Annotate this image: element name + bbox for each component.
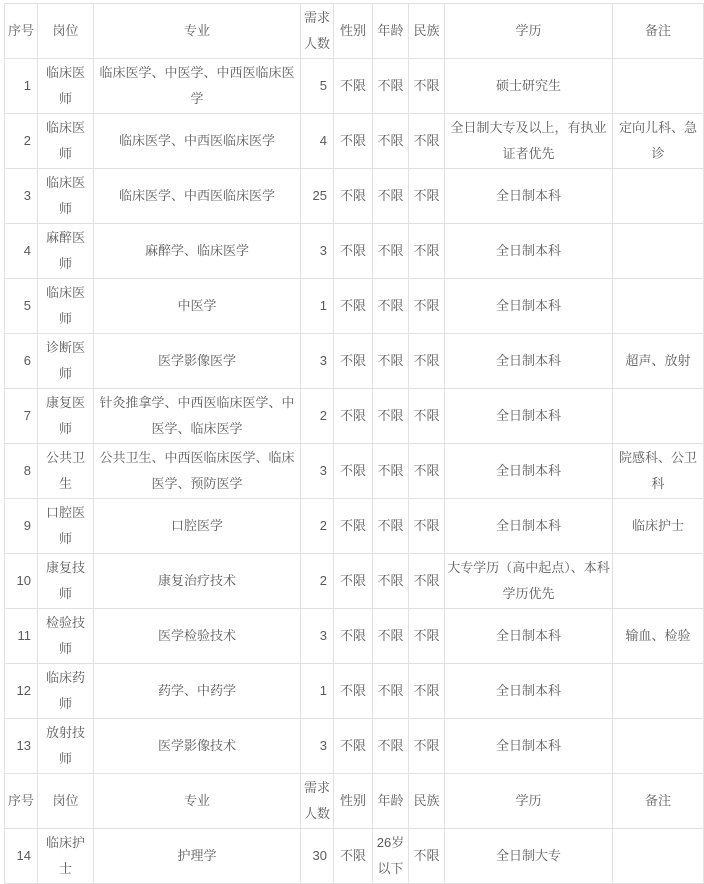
cell-gender: 不限 <box>334 334 373 389</box>
column-header-no: 序号 <box>5 4 38 59</box>
cell-education: 全日制本科 <box>445 664 613 719</box>
cell-age: 不限 <box>373 224 409 279</box>
cell-remark: 超声、放射 <box>613 334 704 389</box>
table-row <box>5 169 704 224</box>
cell-education: 全日制本科 <box>445 444 613 499</box>
cell-gender: 不限 <box>334 59 373 114</box>
cell-remark <box>613 719 704 774</box>
cell-no: 6 <box>5 334 38 389</box>
cell-age: 不限 <box>373 554 409 609</box>
cell-major: 公共卫生、中西医临床医学、临床医学、预防医学 <box>94 444 301 499</box>
cell-no: 13 <box>5 719 38 774</box>
cell-age: 不限 <box>373 664 409 719</box>
cell-position: 康复技师 <box>38 554 94 609</box>
cell-no: 10 <box>5 554 38 609</box>
cell-gender: 不限 <box>334 664 373 719</box>
cell-count: 3 <box>301 719 334 774</box>
cell-age: 不限 <box>373 114 409 169</box>
cell-ethnicity: 不限 <box>409 829 445 884</box>
column-header-ethnicity: 民族 <box>409 4 445 59</box>
table-row <box>5 224 704 279</box>
cell-age: 不限 <box>373 169 409 224</box>
cell-education: 全日制本科 <box>445 224 613 279</box>
column-header-major: 专业 <box>94 774 301 829</box>
cell-major: 麻醉学、临床医学 <box>94 224 301 279</box>
table-row <box>5 389 704 444</box>
cell-count: 2 <box>301 499 334 554</box>
cell-position: 公共卫生 <box>38 444 94 499</box>
header-row <box>5 774 704 829</box>
cell-position: 临床药师 <box>38 664 94 719</box>
cell-age: 不限 <box>373 389 409 444</box>
cell-position: 临床医师 <box>38 114 94 169</box>
cell-education: 全日制本科 <box>445 169 613 224</box>
cell-education: 大专学历（高中起点）、本科学历优先 <box>445 554 613 609</box>
table-row <box>5 719 704 774</box>
cell-education: 硕士研究生 <box>445 59 613 114</box>
cell-gender: 不限 <box>334 169 373 224</box>
cell-gender: 不限 <box>334 444 373 499</box>
cell-major: 康复治疗技术 <box>94 554 301 609</box>
recruitment-page <box>0 3 704 876</box>
column-header-age: 年龄 <box>373 774 409 829</box>
table-row <box>5 59 704 114</box>
cell-remark <box>613 554 704 609</box>
cell-education: 全日制本科 <box>445 609 613 664</box>
cell-education: 全日制本科 <box>445 334 613 389</box>
table-row <box>5 664 704 719</box>
column-header-education: 学历 <box>445 4 613 59</box>
cell-age: 26岁以下 <box>373 829 409 884</box>
column-header-no: 序号 <box>5 774 38 829</box>
cell-count: 2 <box>301 554 334 609</box>
cell-major: 药学、中药学 <box>94 664 301 719</box>
column-header-ethnicity: 民族 <box>409 774 445 829</box>
cell-no: 1 <box>5 59 38 114</box>
cell-no: 7 <box>5 389 38 444</box>
cell-major: 临床医学、中西医临床医学 <box>94 169 301 224</box>
cell-gender: 不限 <box>334 719 373 774</box>
cell-major: 医学检验技术 <box>94 609 301 664</box>
cell-age: 不限 <box>373 444 409 499</box>
column-header-count: 需求人数 <box>301 4 334 59</box>
cell-ethnicity: 不限 <box>409 444 445 499</box>
cell-education: 全日制大专及以上，有执业证者优先 <box>445 114 613 169</box>
header-row <box>5 4 704 59</box>
cell-education: 全日制本科 <box>445 499 613 554</box>
table-row <box>5 554 704 609</box>
column-header-gender: 性别 <box>334 774 373 829</box>
cell-major: 临床医学、中医学、中西医临床医学 <box>94 59 301 114</box>
cell-count: 25 <box>301 169 334 224</box>
cell-major: 针灸推拿学、中西医临床医学、中医学、临床医学 <box>94 389 301 444</box>
cell-no: 14 <box>5 829 38 884</box>
cell-major: 医学影像技术 <box>94 719 301 774</box>
cell-no: 12 <box>5 664 38 719</box>
cell-count: 3 <box>301 334 334 389</box>
column-header-major: 专业 <box>94 4 301 59</box>
cell-remark <box>613 169 704 224</box>
cell-position: 麻醉医师 <box>38 224 94 279</box>
cell-no: 8 <box>5 444 38 499</box>
cell-position: 临床医师 <box>38 279 94 334</box>
cell-education: 全日制本科 <box>445 719 613 774</box>
cell-education: 全日制本科 <box>445 279 613 334</box>
cell-ethnicity: 不限 <box>409 664 445 719</box>
cell-major: 口腔医学 <box>94 499 301 554</box>
column-header-position: 岗位 <box>38 774 94 829</box>
cell-gender: 不限 <box>334 554 373 609</box>
cell-gender: 不限 <box>334 224 373 279</box>
cell-gender: 不限 <box>334 499 373 554</box>
cell-ethnicity: 不限 <box>409 169 445 224</box>
column-header-remark: 备注 <box>613 4 704 59</box>
cell-remark <box>613 389 704 444</box>
cell-remark: 临床护士 <box>613 499 704 554</box>
table-row <box>5 334 704 389</box>
cell-gender: 不限 <box>334 829 373 884</box>
cell-count: 30 <box>301 829 334 884</box>
cell-ethnicity: 不限 <box>409 114 445 169</box>
cell-age: 不限 <box>373 499 409 554</box>
cell-count: 1 <box>301 279 334 334</box>
cell-remark <box>613 279 704 334</box>
column-header-position: 岗位 <box>38 4 94 59</box>
cell-no: 9 <box>5 499 38 554</box>
cell-position: 放射技师 <box>38 719 94 774</box>
table-row <box>5 444 704 499</box>
recruitment-table-body <box>5 4 704 884</box>
cell-no: 11 <box>5 609 38 664</box>
cell-major: 中医学 <box>94 279 301 334</box>
table-row <box>5 609 704 664</box>
cell-ethnicity: 不限 <box>409 499 445 554</box>
cell-age: 不限 <box>373 719 409 774</box>
cell-ethnicity: 不限 <box>409 609 445 664</box>
cell-remark <box>613 829 704 884</box>
cell-no: 5 <box>5 279 38 334</box>
cell-age: 不限 <box>373 59 409 114</box>
cell-position: 诊断医师 <box>38 334 94 389</box>
column-header-age: 年龄 <box>373 4 409 59</box>
cell-age: 不限 <box>373 334 409 389</box>
cell-remark: 院感科、公卫科 <box>613 444 704 499</box>
cell-gender: 不限 <box>334 114 373 169</box>
cell-count: 5 <box>301 59 334 114</box>
cell-education: 全日制本科 <box>445 389 613 444</box>
cell-age: 不限 <box>373 279 409 334</box>
column-header-gender: 性别 <box>334 4 373 59</box>
cell-ethnicity: 不限 <box>409 389 445 444</box>
cell-position: 临床医师 <box>38 59 94 114</box>
cell-major: 医学影像医学 <box>94 334 301 389</box>
cell-ethnicity: 不限 <box>409 59 445 114</box>
cell-count: 1 <box>301 664 334 719</box>
cell-gender: 不限 <box>334 279 373 334</box>
cell-position: 检验技师 <box>38 609 94 664</box>
recruitment-table <box>4 3 704 884</box>
cell-ethnicity: 不限 <box>409 224 445 279</box>
cell-position: 口腔医师 <box>38 499 94 554</box>
cell-remark: 定向儿科、急诊 <box>613 114 704 169</box>
cell-major: 护理学 <box>94 829 301 884</box>
table-row <box>5 279 704 334</box>
cell-no: 4 <box>5 224 38 279</box>
cell-remark: 输血、检验 <box>613 609 704 664</box>
cell-position: 康复医师 <box>38 389 94 444</box>
cell-major: 临床医学、中西医临床医学 <box>94 114 301 169</box>
table-row <box>5 499 704 554</box>
table-row <box>5 114 704 169</box>
column-header-education: 学历 <box>445 774 613 829</box>
column-header-count: 需求人数 <box>301 774 334 829</box>
cell-count: 3 <box>301 609 334 664</box>
cell-count: 4 <box>301 114 334 169</box>
cell-ethnicity: 不限 <box>409 554 445 609</box>
cell-count: 3 <box>301 444 334 499</box>
table-row <box>5 829 704 884</box>
cell-ethnicity: 不限 <box>409 334 445 389</box>
cell-age: 不限 <box>373 609 409 664</box>
cell-count: 3 <box>301 224 334 279</box>
cell-position: 临床医师 <box>38 169 94 224</box>
cell-no: 2 <box>5 114 38 169</box>
cell-remark <box>613 664 704 719</box>
column-header-remark: 备注 <box>613 774 704 829</box>
cell-remark <box>613 59 704 114</box>
cell-gender: 不限 <box>334 609 373 664</box>
cell-count: 2 <box>301 389 334 444</box>
cell-remark <box>613 224 704 279</box>
cell-education: 全日制大专 <box>445 829 613 884</box>
cell-no: 3 <box>5 169 38 224</box>
cell-ethnicity: 不限 <box>409 719 445 774</box>
cell-gender: 不限 <box>334 389 373 444</box>
cell-ethnicity: 不限 <box>409 279 445 334</box>
cell-position: 临床护士 <box>38 829 94 884</box>
